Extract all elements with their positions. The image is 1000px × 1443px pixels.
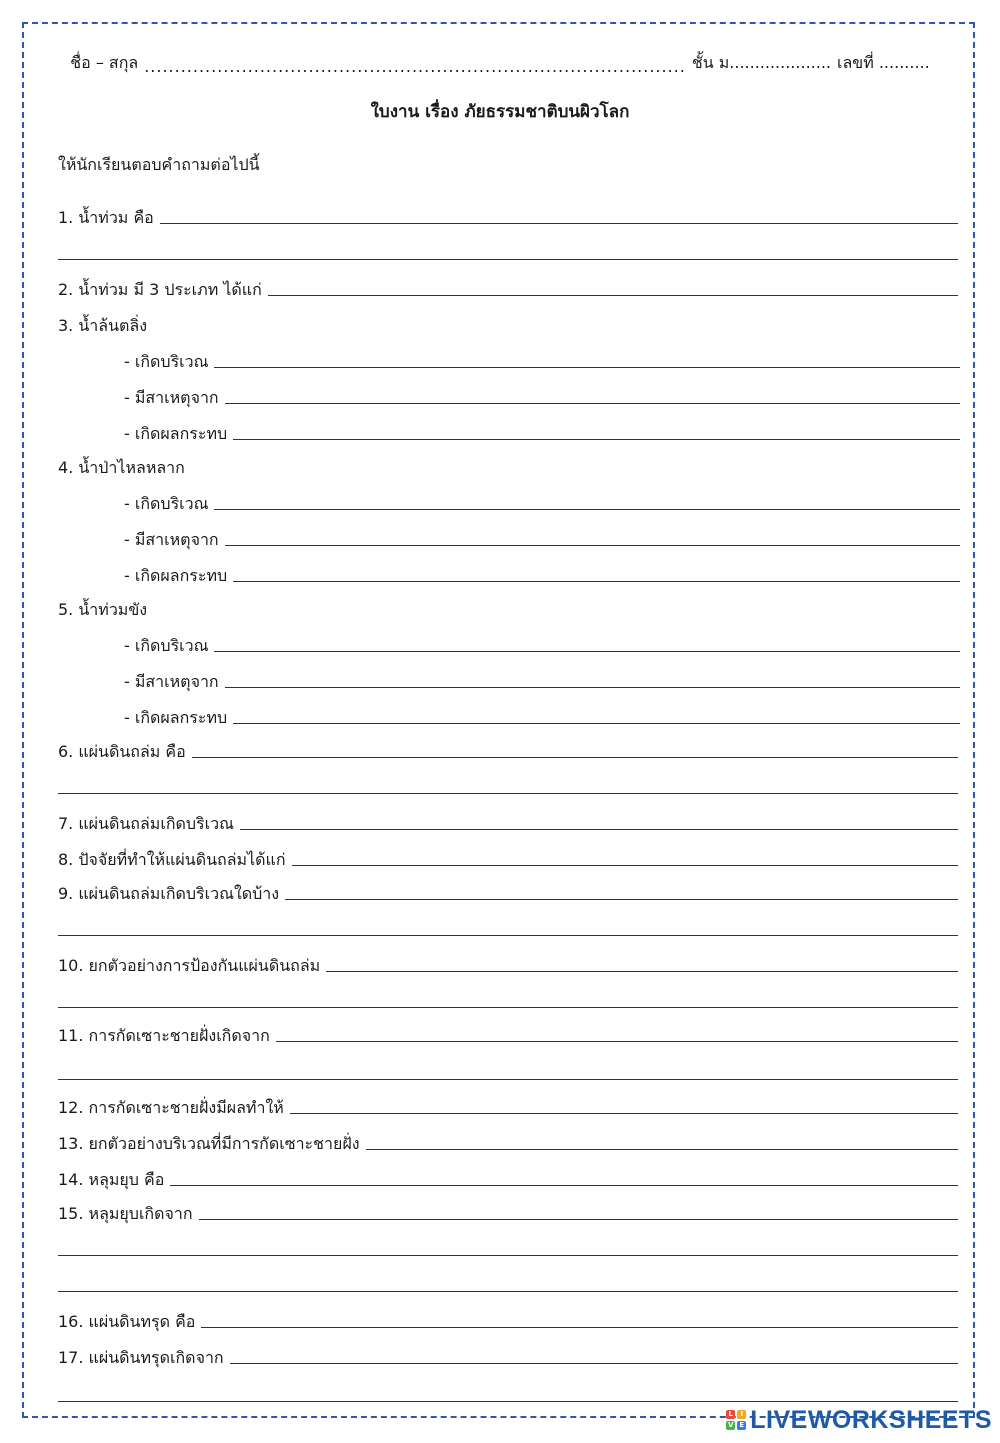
answer-line[interactable]	[58, 917, 958, 936]
student-info-header	[0, 46, 1000, 76]
answer-line[interactable]	[285, 881, 958, 900]
answer-line[interactable]	[58, 1383, 958, 1402]
answer-line[interactable]	[276, 1023, 958, 1042]
logo-text: LIVEWORKSHEETS	[750, 1405, 992, 1434]
question-label: - มีสาเหตุจาก	[124, 530, 219, 549]
sub-question-row	[124, 380, 960, 408]
answer-line[interactable]	[192, 739, 958, 758]
answer-line-continuation	[58, 1378, 958, 1406]
answer-line[interactable]	[268, 277, 958, 296]
question-row	[58, 1304, 958, 1332]
question-row	[58, 806, 958, 834]
answer-line[interactable]	[58, 241, 958, 260]
answer-line[interactable]	[58, 1061, 958, 1080]
answer-line[interactable]	[58, 1237, 958, 1256]
answer-line[interactable]	[290, 1095, 958, 1114]
question-label: 13. ยกตัวอย่างบริเวณที่มีการกัดเซาะชายฝั่ง	[58, 1134, 360, 1153]
answer-line[interactable]	[233, 421, 960, 440]
question-label: 17. แผ่นดินทรุดเกิดจาก	[58, 1348, 224, 1367]
sub-question-row	[124, 486, 960, 514]
question-label: 9. แผ่นดินถล่มเกิดบริเวณใดบ้าง	[58, 884, 280, 903]
answer-line[interactable]	[58, 989, 958, 1008]
name-field[interactable]: .........................................................................................	[144, 57, 686, 76]
question-label: 4. น้ำป่าไหลหลาก	[58, 458, 185, 477]
question-row	[58, 1196, 958, 1224]
answer-line[interactable]	[240, 811, 958, 830]
sub-question-row	[124, 522, 960, 550]
question-label: 12. การกัดเซาะชายฝั่งมีผลทำให้	[58, 1098, 284, 1117]
answer-line[interactable]	[225, 669, 960, 688]
logo-tile-icon: L	[726, 1410, 735, 1419]
question-row	[58, 272, 958, 300]
logo-tile-icon: V	[728, 1421, 734, 1429]
answer-line[interactable]	[160, 205, 958, 224]
question-row	[58, 842, 958, 870]
answer-line[interactable]	[58, 775, 958, 794]
question-row	[58, 592, 958, 620]
question-row	[58, 1018, 958, 1046]
class-field[interactable]: ชั้น ม....................	[691, 53, 831, 72]
answer-line-continuation	[58, 236, 958, 264]
question-label: 3. น้ำล้นตลิ่ง	[58, 316, 148, 335]
answer-line-continuation	[58, 1268, 958, 1296]
question-label: 15. หลุมยุบเกิดจาก	[58, 1204, 193, 1223]
question-label: 8. ปัจจัยที่ทำให้แผ่นดินถล่มได้แก่	[58, 850, 286, 869]
answer-line[interactable]	[230, 1345, 958, 1364]
answer-line[interactable]	[292, 847, 959, 866]
question-label: 6. แผ่นดินถล่ม คือ	[58, 742, 186, 761]
question-row	[58, 450, 958, 478]
question-label: - เกิดบริเวณ	[124, 352, 209, 371]
sub-question-row	[124, 344, 960, 372]
question-label: - เกิดบริเวณ	[124, 636, 209, 655]
question-label: - มีสาเหตุจาก	[124, 388, 219, 407]
answer-line[interactable]	[326, 953, 958, 972]
answer-line[interactable]	[233, 705, 960, 724]
answer-line[interactable]	[225, 527, 960, 546]
answer-line-continuation	[58, 984, 958, 1012]
logo-tile-icon: I	[737, 1410, 746, 1419]
question-label: 10. ยกตัวอย่างการป้องกันแผ่นดินถล่ม	[58, 956, 321, 975]
question-row	[58, 308, 958, 336]
answer-line[interactable]	[225, 385, 960, 404]
logo-tile-icon: E	[737, 1421, 746, 1430]
question-label: 2. น้ำท่วม มี 3 ประเภท ได้แก่	[58, 280, 262, 299]
question-label: 11. การกัดเซาะชายฝั่งเกิดจาก	[58, 1026, 270, 1045]
question-row	[58, 1126, 958, 1154]
question-label: 14. หลุมยุบ คือ	[58, 1170, 165, 1189]
answer-line[interactable]	[199, 1201, 958, 1220]
question-row	[58, 948, 958, 976]
answer-line[interactable]	[214, 633, 960, 652]
question-label: - เกิดผลกระทบ	[124, 424, 228, 443]
sub-question-row	[124, 664, 960, 692]
worksheet-title: ใบงาน เรื่อง ภัยธรรมชาติบนผิวโลก	[370, 102, 630, 122]
answer-line[interactable]	[214, 349, 960, 368]
question-label: - มีสาเหตุจาก	[124, 672, 219, 691]
name-label: ชื่อ – สกุล	[70, 53, 139, 72]
sub-question-row	[124, 558, 960, 586]
question-label: - เกิดบริเวณ	[124, 494, 209, 513]
question-label: 1. น้ำท่วม คือ	[58, 208, 154, 227]
sub-question-row	[124, 416, 960, 444]
answer-line[interactable]	[214, 491, 960, 510]
answer-line[interactable]	[233, 563, 960, 582]
question-row	[58, 200, 958, 228]
answer-line-continuation	[58, 1056, 958, 1084]
answer-line[interactable]	[366, 1131, 958, 1150]
question-label: 7. แผ่นดินถล่มเกิดบริเวณ	[58, 814, 234, 833]
logo-mark-icon	[726, 1410, 746, 1430]
question-label: 5. น้ำท่วมขัง	[58, 600, 148, 619]
question-label: - เกิดผลกระทบ	[124, 708, 228, 727]
liveworksheets-logo	[726, 1405, 992, 1435]
question-label: 16. แผ่นดินทรุด คือ	[58, 1312, 196, 1331]
question-row	[58, 1090, 958, 1118]
sub-question-row	[124, 628, 960, 656]
question-row	[58, 1162, 958, 1190]
question-row	[58, 876, 958, 904]
number-field[interactable]: เลขที่ ..........	[837, 53, 930, 72]
answer-line[interactable]	[170, 1167, 958, 1186]
answer-line-continuation	[58, 770, 958, 798]
sub-question-row	[124, 700, 960, 728]
question-row	[58, 1340, 958, 1368]
answer-line-continuation	[58, 912, 958, 940]
answer-line[interactable]	[58, 1273, 958, 1292]
answer-line[interactable]	[201, 1309, 958, 1328]
question-label: - เกิดผลกระทบ	[124, 566, 228, 585]
answer-line-continuation	[58, 1232, 958, 1260]
question-row	[58, 734, 958, 762]
instruction-text: ให้นักเรียนตอบคำถามต่อไปนี้	[58, 155, 260, 174]
